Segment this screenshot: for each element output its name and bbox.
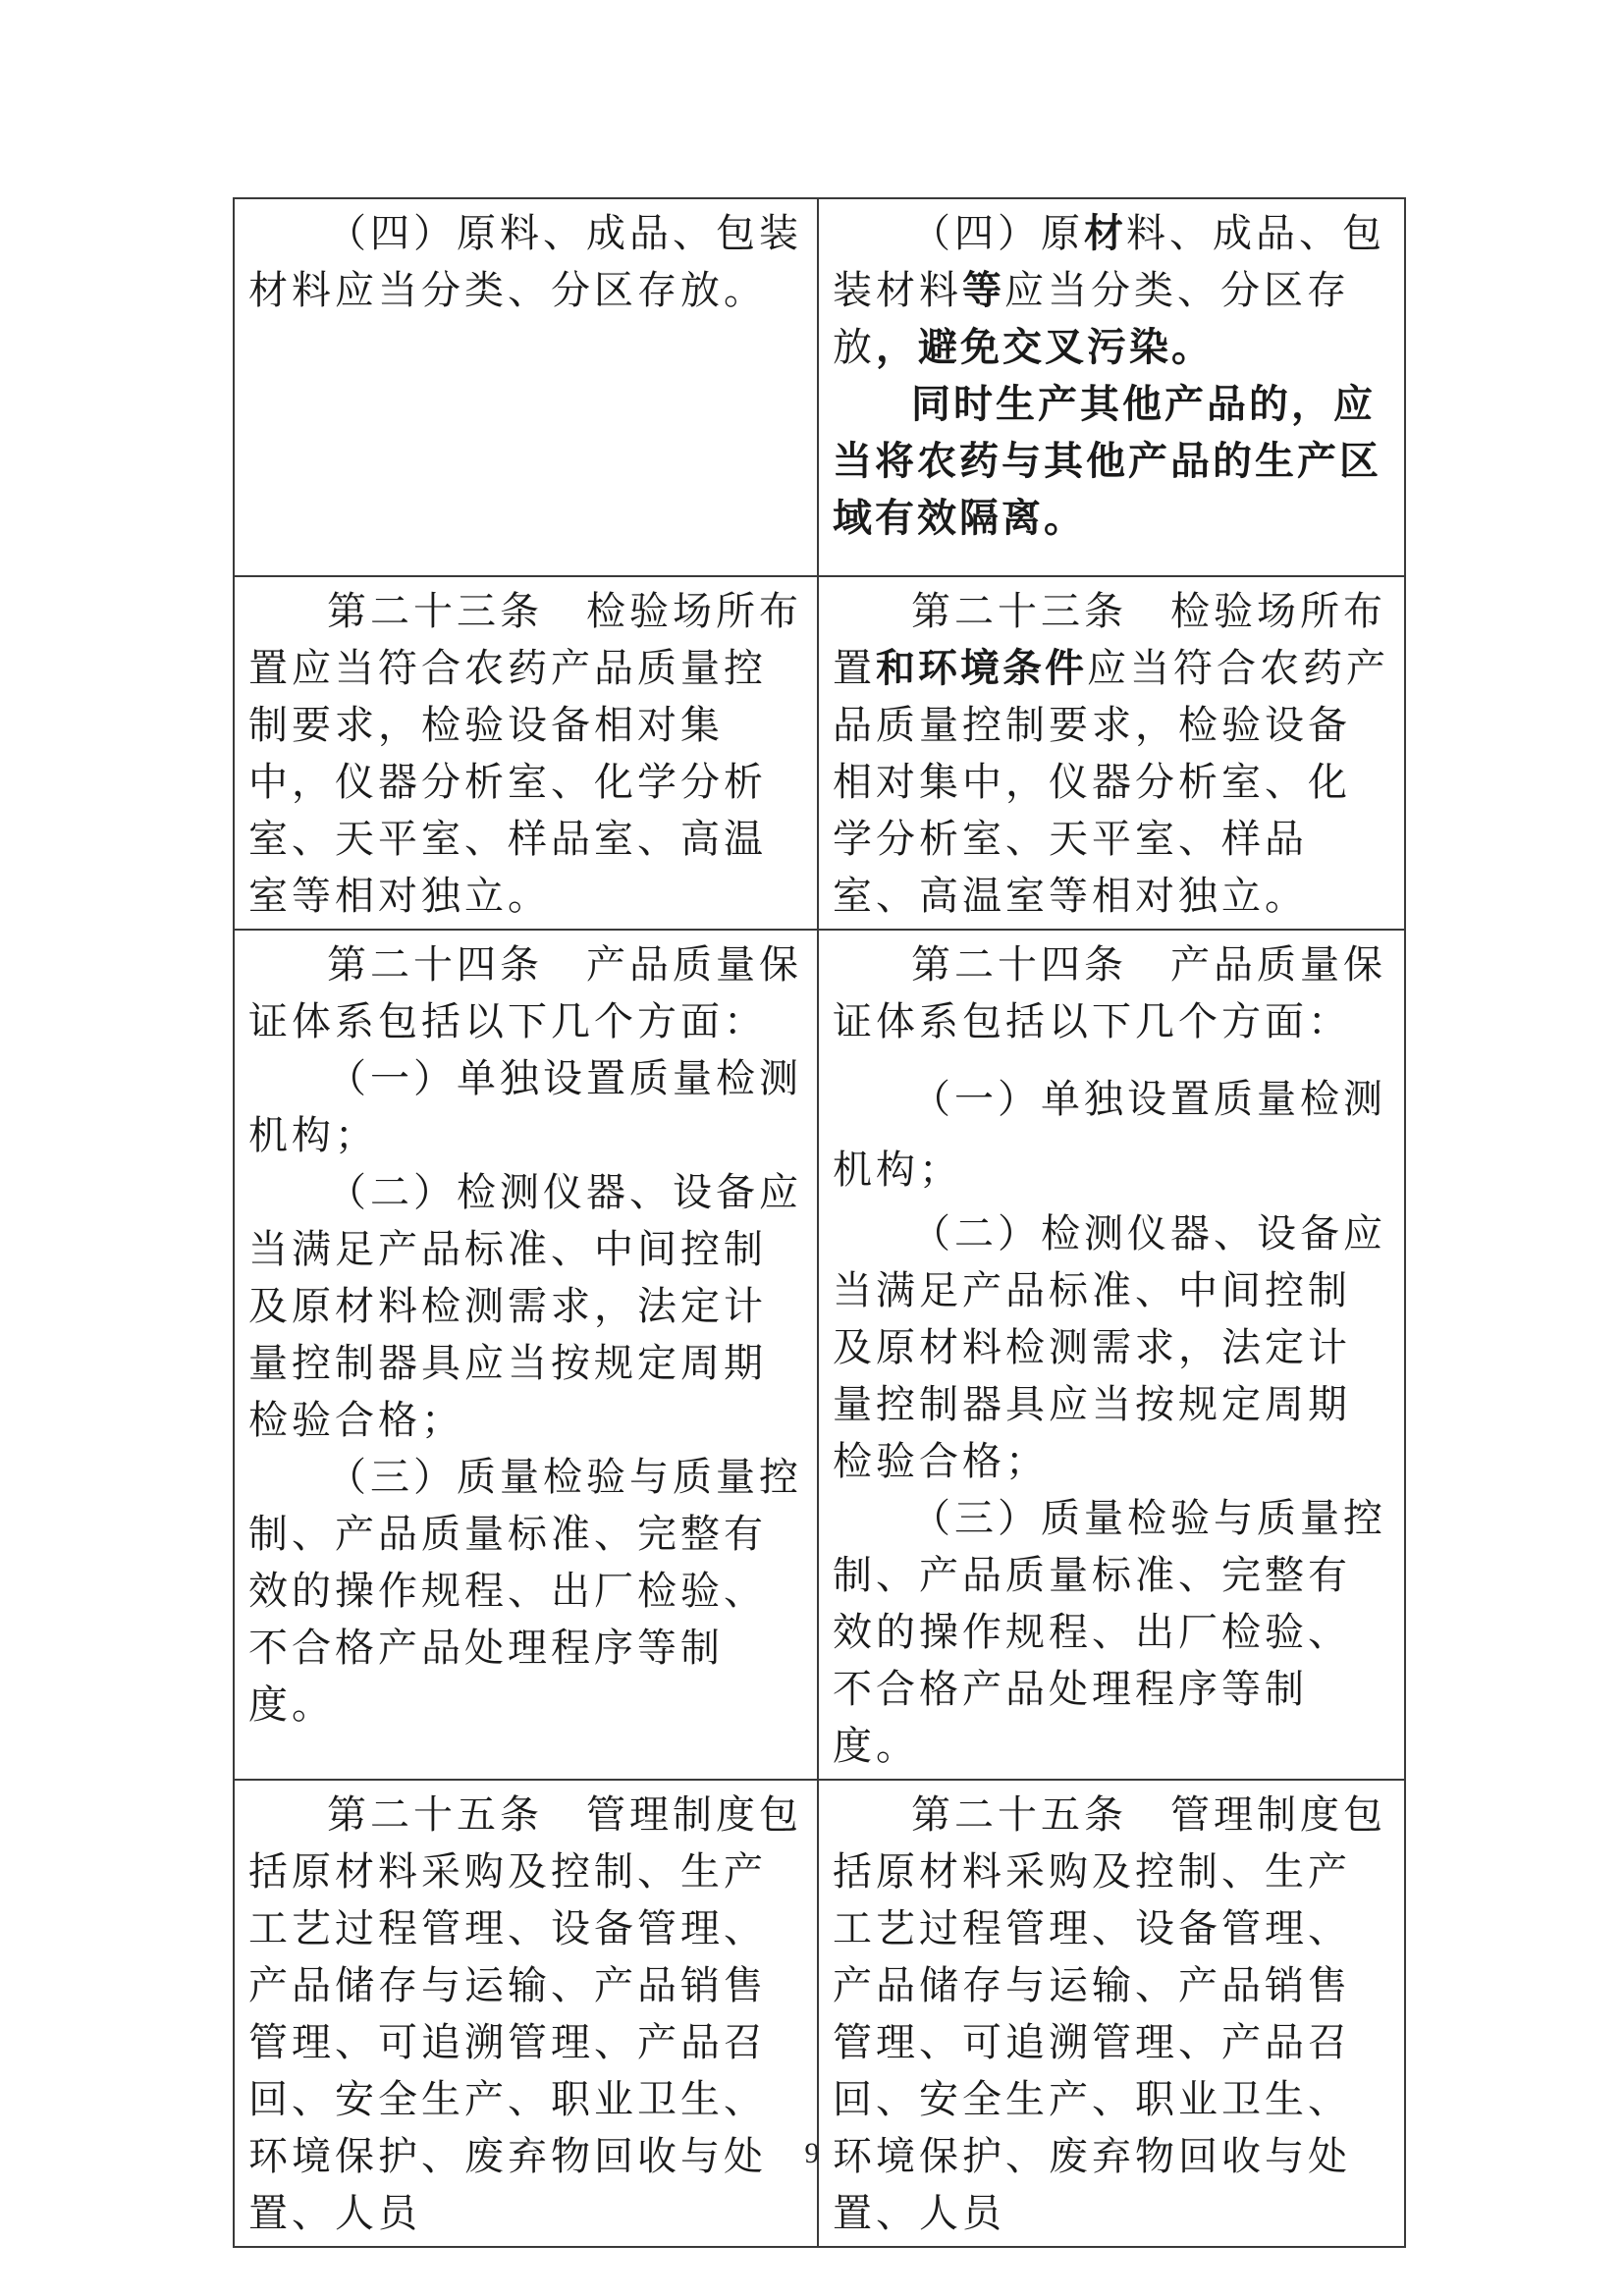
paragraph: 第二十五条 管理制度包括原材料采购及控制、生产工艺过程管理、设备管理、产品储存与运输、产品销售管理、可追溯管理、产品召回、安全生产、职业卫生、环境保护、废弃物回收与处置、人员 [248,1792,802,2236]
paragraph: 第二十五条 管理制度包括原材料采购及控制、生产工艺过程管理、设备管理、产品储存与运输、产品销售管理、可追溯管理、产品召回、安全生产、职业卫生、环境保护、废弃物回收与处置、人员 [833,1792,1386,2236]
revised-text: 和环境条件 [876,646,1087,691]
text-span: 第二十三条 检验场所布置 [833,589,1386,691]
right-cell [818,198,1405,576]
table-row [234,576,1405,930]
paragraph: （三）质量检验与质量控制、产品质量标准、完整有效的操作规程、出厂检验、不合格产品处理程序等制度。 [248,1455,802,1728]
page-number: 9 [804,2137,820,2169]
table-row [234,930,1405,1780]
paragraph: 第二十四条 产品质量保证体系包括以下几个方面： [248,942,802,1044]
left-cell [234,576,818,930]
left-cell [234,1780,818,2247]
left-cell [234,930,818,1780]
paragraph: （一）单独设置质量检测机构； [248,1056,802,1158]
revised-text: 材 [1084,211,1126,256]
right-cell [818,576,1405,930]
paragraph: （一）单独设置质量检测机构； [833,1077,1386,1193]
paragraph: 第二十三条 检验场所布置应当符合农药产品质量控制要求，检验设备相对集中，仪器分析室、化学分析室、天平室、样品室、高温室等相对独立。 [248,589,802,919]
left-cell [234,198,818,576]
paragraph: （四）原料、成品、包装材料应当分类、分区存放。 [248,211,802,313]
table-row [234,198,1405,576]
table-row [234,1780,1405,2247]
paragraph: （二）检测仪器、设备应当满足产品标准、中间控制及原材料检测需求，法定计量控制器具应当按规定周期检验合格； [248,1170,802,1443]
paragraph: （二）检测仪器、设备应当满足产品标准、中间控制及原材料检测需求，法定计量控制器具应当按规定周期检验合格； [833,1211,1386,1484]
revised-text: ，避免交叉污染。 [876,325,1214,370]
paragraph: （三）质量检验与质量控制、产品质量标准、完整有效的操作规程、出厂检验、不合格产品处理程序等制度。 [833,1496,1386,1769]
right-cell [818,930,1405,1780]
comparison-table [233,197,1406,2248]
paragraph [833,583,1390,925]
paragraph: 第二十四条 产品质量保证体系包括以下几个方面： [833,942,1386,1044]
text-span: 应当符合农药产品质量控制要求，检验设备相对集中，仪器分析室、化学分析室、天平室、样品室、高温室等相对独立。 [833,646,1389,919]
revised-paragraph: 同时生产其他产品的，应当将农药与其他产品的生产区域有效隔离。 [833,382,1381,541]
text-span: 应当分类、分区存放 [833,268,1350,370]
paragraph [833,205,1390,376]
text-span: （四）原 [911,211,1084,256]
right-cell [818,1780,1405,2247]
revised-text: 等 [962,268,1004,313]
text-span: 料、成品、包装材料 [833,211,1385,313]
